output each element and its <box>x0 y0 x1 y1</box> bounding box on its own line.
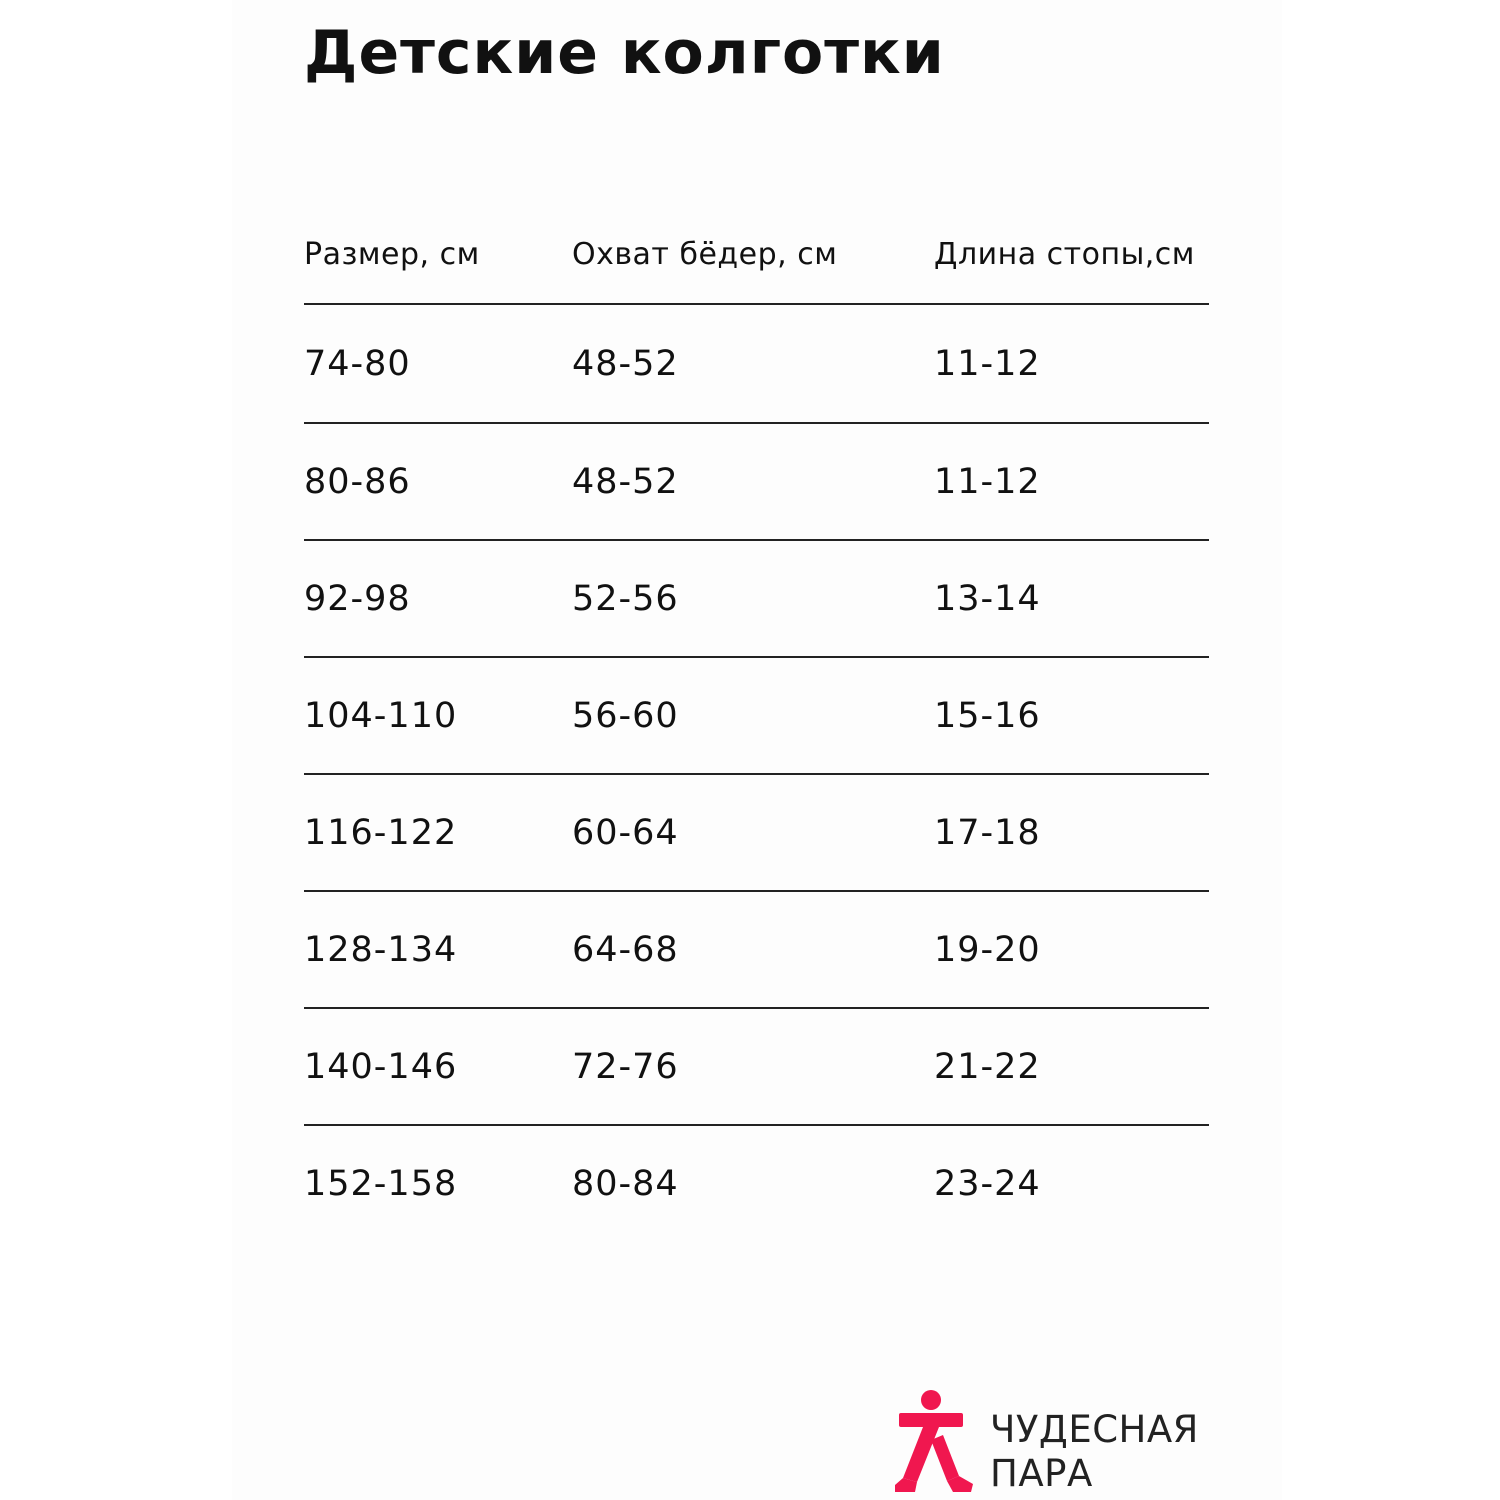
cell-hip-girth: 60-64 <box>572 812 679 853</box>
cell-foot-length: 13-14 <box>934 578 1041 619</box>
cell-size: 80-86 <box>304 461 411 502</box>
cell-size: 140-146 <box>304 1046 458 1087</box>
table-row <box>304 422 1209 539</box>
running-figure-logo-icon <box>893 1388 979 1494</box>
cell-foot-length: 15-16 <box>934 695 1041 736</box>
table-row <box>304 1124 1209 1241</box>
table-row <box>304 890 1209 1007</box>
header-size: Размер, см <box>304 236 480 272</box>
table-header-row <box>304 205 1209 305</box>
cell-hip-girth: 48-52 <box>572 343 679 384</box>
cell-foot-length: 21-22 <box>934 1046 1041 1087</box>
cell-size: 128-134 <box>304 929 458 970</box>
cell-foot-length: 23-24 <box>934 1163 1041 1204</box>
table-row <box>304 305 1209 422</box>
cell-size: 152-158 <box>304 1163 458 1204</box>
cell-hip-girth: 52-56 <box>572 578 679 619</box>
cell-foot-length: 17-18 <box>934 812 1041 853</box>
cell-hip-girth: 48-52 <box>572 461 679 502</box>
brand-name <box>990 1408 1199 1496</box>
table-row <box>304 656 1209 773</box>
cell-size: 116-122 <box>304 812 458 853</box>
size-table <box>304 205 1209 1241</box>
cell-hip-girth: 64-68 <box>572 929 679 970</box>
cell-size: 92-98 <box>304 578 411 619</box>
brand-logo <box>893 1388 1213 1498</box>
cell-foot-length: 19-20 <box>934 929 1041 970</box>
header-foot-length: Длина стопы,см <box>934 236 1195 272</box>
cell-size: 104-110 <box>304 695 458 736</box>
table-row <box>304 1007 1209 1124</box>
cell-foot-length: 11-12 <box>934 461 1041 502</box>
page-title: Детские колготки <box>304 18 945 88</box>
brand-name-line-2: ПАРА <box>990 1452 1093 1495</box>
header-hip-girth: Охват бёдер, см <box>572 236 838 272</box>
cell-hip-girth: 80-84 <box>572 1163 679 1204</box>
cell-size: 74-80 <box>304 343 411 384</box>
cell-hip-girth: 56-60 <box>572 695 679 736</box>
cell-hip-girth: 72-76 <box>572 1046 679 1087</box>
table-row <box>304 539 1209 656</box>
table-row <box>304 773 1209 890</box>
brand-name-line-1: ЧУДЕСНАЯ <box>990 1408 1199 1451</box>
cell-foot-length: 11-12 <box>934 343 1041 384</box>
